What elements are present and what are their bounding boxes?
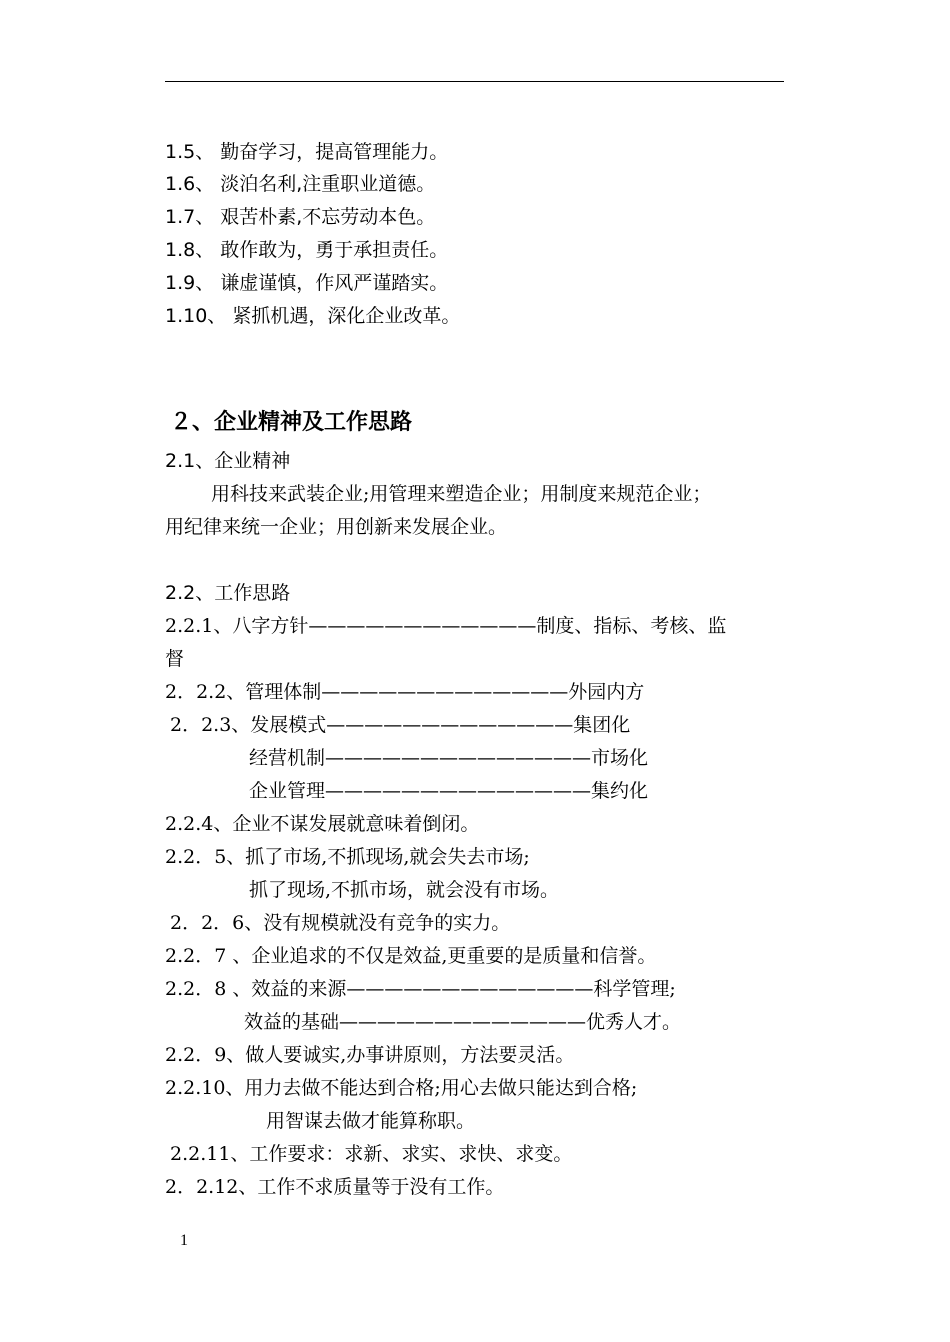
- list-item: 1.9、 谦虚谨慎，作风严谨踏实。: [165, 272, 449, 294]
- list-item: 效益的基础—————————————优秀人才。: [244, 1011, 682, 1033]
- paragraph-line: 用纪律来统一企业；用创新来发展企业。: [165, 516, 508, 538]
- list-item: 2．2.12、工作不求质量等于没有工作。: [165, 1176, 505, 1198]
- subsection-title: 2.2、工作思路: [165, 582, 291, 604]
- subsection-title: 2.1、企业精神: [165, 450, 291, 472]
- page-number: 1: [180, 1232, 188, 1249]
- list-item: 用智谋去做才能算称职。: [266, 1110, 476, 1132]
- list-item: 2．2．6、没有规模就没有竞争的实力。: [170, 912, 511, 934]
- list-item: 督: [165, 648, 185, 670]
- list-item: 2.2.1、八字方针————————————制度、指标、考核、监: [165, 615, 727, 637]
- list-item: 2.2.4、企业不谋发展就意味着倒闭。: [165, 813, 480, 835]
- list-item: 2.2.11、工作要求：求新、求实、求快、求变。: [170, 1143, 573, 1165]
- list-item: 1.7、 艰苦朴素,不忘劳动本色。: [165, 206, 436, 228]
- list-item: 1.5、 勤奋学习，提高管理能力。: [165, 141, 449, 163]
- list-item: 经营机制——————————————市场化: [249, 747, 649, 769]
- list-item: 2.2．9、做人要诚实,办事讲原则，方法要灵活。: [165, 1044, 575, 1066]
- section-heading: ２、企业精神及工作思路: [170, 410, 413, 435]
- list-item: 2．2.3、发展模式—————————————集团化: [170, 714, 631, 736]
- paragraph-line: 用科技来武装企业;用管理来塑造企业；用制度来规范企业；: [211, 483, 712, 505]
- list-item: 2．2.2、管理体制—————————————外园内方: [165, 681, 645, 703]
- list-item: 抓了现场,不抓市场，就会没有市场。: [249, 879, 560, 901]
- list-item: 1.6、 淡泊名利,注重职业道德。: [165, 173, 436, 195]
- list-item: 2.2．7 、企业追求的不仅是效益,更重要的是质量和信誉。: [165, 945, 657, 967]
- list-item: 1.8、 敢作敢为，勇于承担责任。: [165, 239, 449, 261]
- list-item: 2.2．8 、效益的来源—————————————科学管理;: [165, 978, 676, 1000]
- list-item: 企业管理——————————————集约化: [249, 780, 649, 802]
- list-item: 2.2．5、抓了市场,不抓现场,就会失去市场;: [165, 846, 530, 868]
- list-item: 2.2.10、用力去做不能达到合格;用心去做只能达到合格;: [165, 1077, 638, 1099]
- header-rule: [165, 81, 784, 82]
- list-item: 1.10、 紧抓机遇，深化企业改革。: [165, 305, 461, 327]
